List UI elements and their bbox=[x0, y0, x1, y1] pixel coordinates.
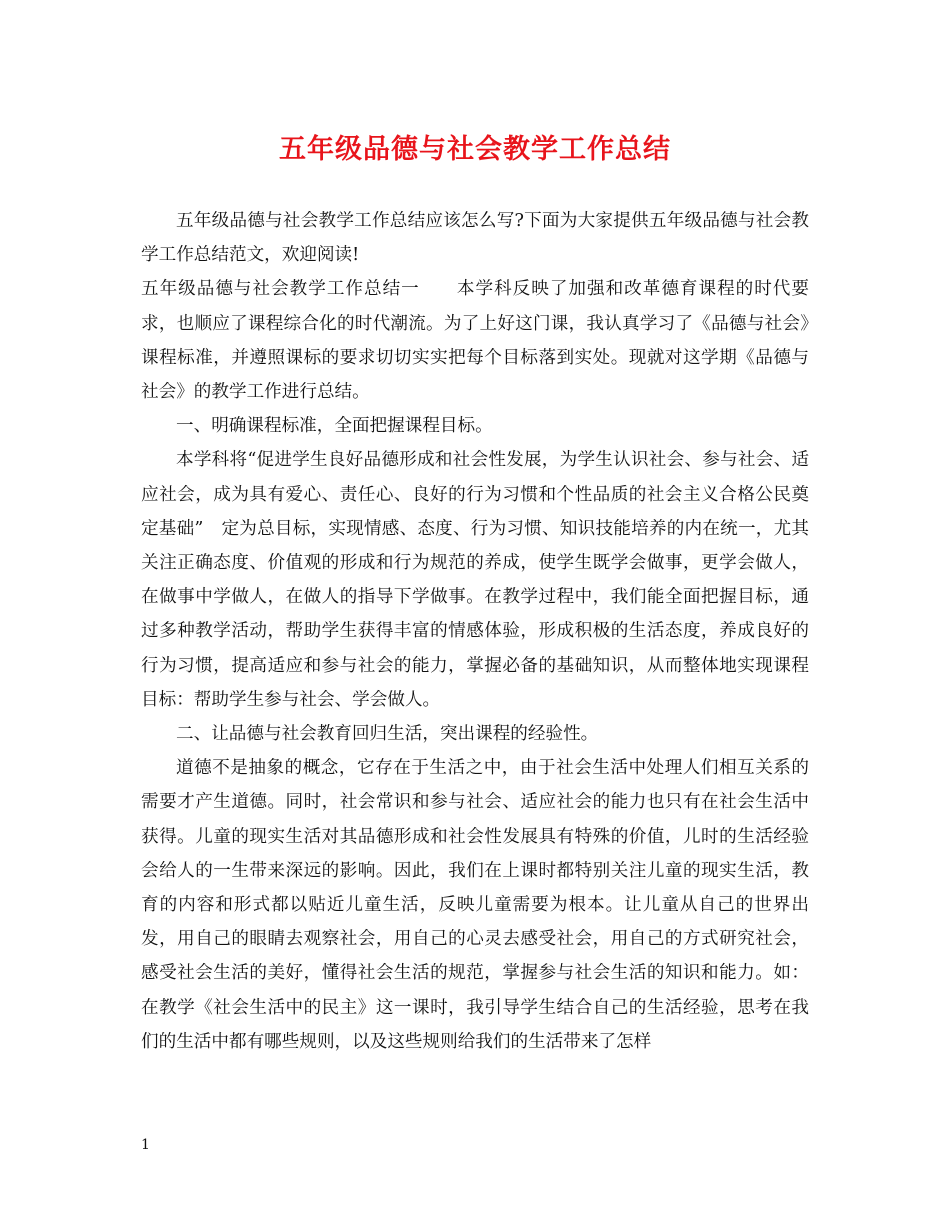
heading-section-one: 一、明确课程标准，全面把握课程目标。 bbox=[176, 416, 493, 437]
paragraph-summary-one: 五年级品德与社会教学工作总结一 本学科反映了加强和改革德育课程的时代要求，也顺应了课程综合化的时代潮流。为了上好这门课，我认真学习了《品德与社会》课程标准，并遵照课标的要求切切实实把每个目标落到实处。现就对这学期《品德与社会》的教学工作进行总结。 bbox=[141, 279, 809, 403]
paragraph-section-two: 道德不是抽象的概念，它存在于生活之中，由于社会生活中处理人们相互关系的需要才产生道德。同时，社会常识和参与社会、适应社会的能力也只有在社会生活中获得。儿童的现实生活对其品德形成和社会性发展具有特殊的价值，儿时的生活经验会给人的一生带来深远的影响。因此，我们在上课时都特别关注儿童的现实生活，教育的内容和形式都以贴近儿童生活，反映儿童需要为根本。让儿童从自己的世界出发，用自己的眼睛去观察社会，用自己的心灵去感受社会，用自己的方式研究社会，感受社会生活的美好，懂得社会生活的规范，掌握参与社会生活的知识和能力。如：在教学《社会生活中的民主》这一课时，我引导学生结合自己的生活经验，思考在我们的生活中都有哪些规则，以及这些规则给我们的生活带来了怎样 bbox=[141, 758, 809, 1052]
paragraph-intro: 五年级品德与社会教学工作总结应该怎么写?下面为大家提供五年级品德与社会教学工作总结范文，欢迎阅读! bbox=[141, 211, 809, 266]
paragraph-section-one: 本学科将“促进学生良好品德形成和社会性发展，为学生认识社会、参与社会、适应社会，成为具有爱心、责任心、良好的行为习惯和个性品质的社会主义合格公民奠定基础” 定为总目标，实现情感、态度、行为习惯、知识技能培养的内在统一，尤其关注正确态度、价值观的形成和行为规范的养成，使学生既学会做事，更学会做人，在做事中学做人，在做人的指导下学做事。在教学过程中，我们能全面把握目标，通过多种教学活动，帮助学生获得丰富的情感体验，形成积极的生活态度，养成良好的行为习惯，提高适应和参与社会的能力，掌握必备的基础知识，从而整体地实现课程目标：帮助学生参与社会、学会做人。 bbox=[141, 450, 809, 710]
document-body bbox=[141, 204, 809, 1059]
page-number: 1 bbox=[141, 1137, 150, 1153]
document-title: 五年级品德与社会教学工作总结 bbox=[279, 134, 671, 165]
heading-section-two: 二、让品德与社会教育回归生活，突出课程的经验性。 bbox=[176, 724, 599, 745]
